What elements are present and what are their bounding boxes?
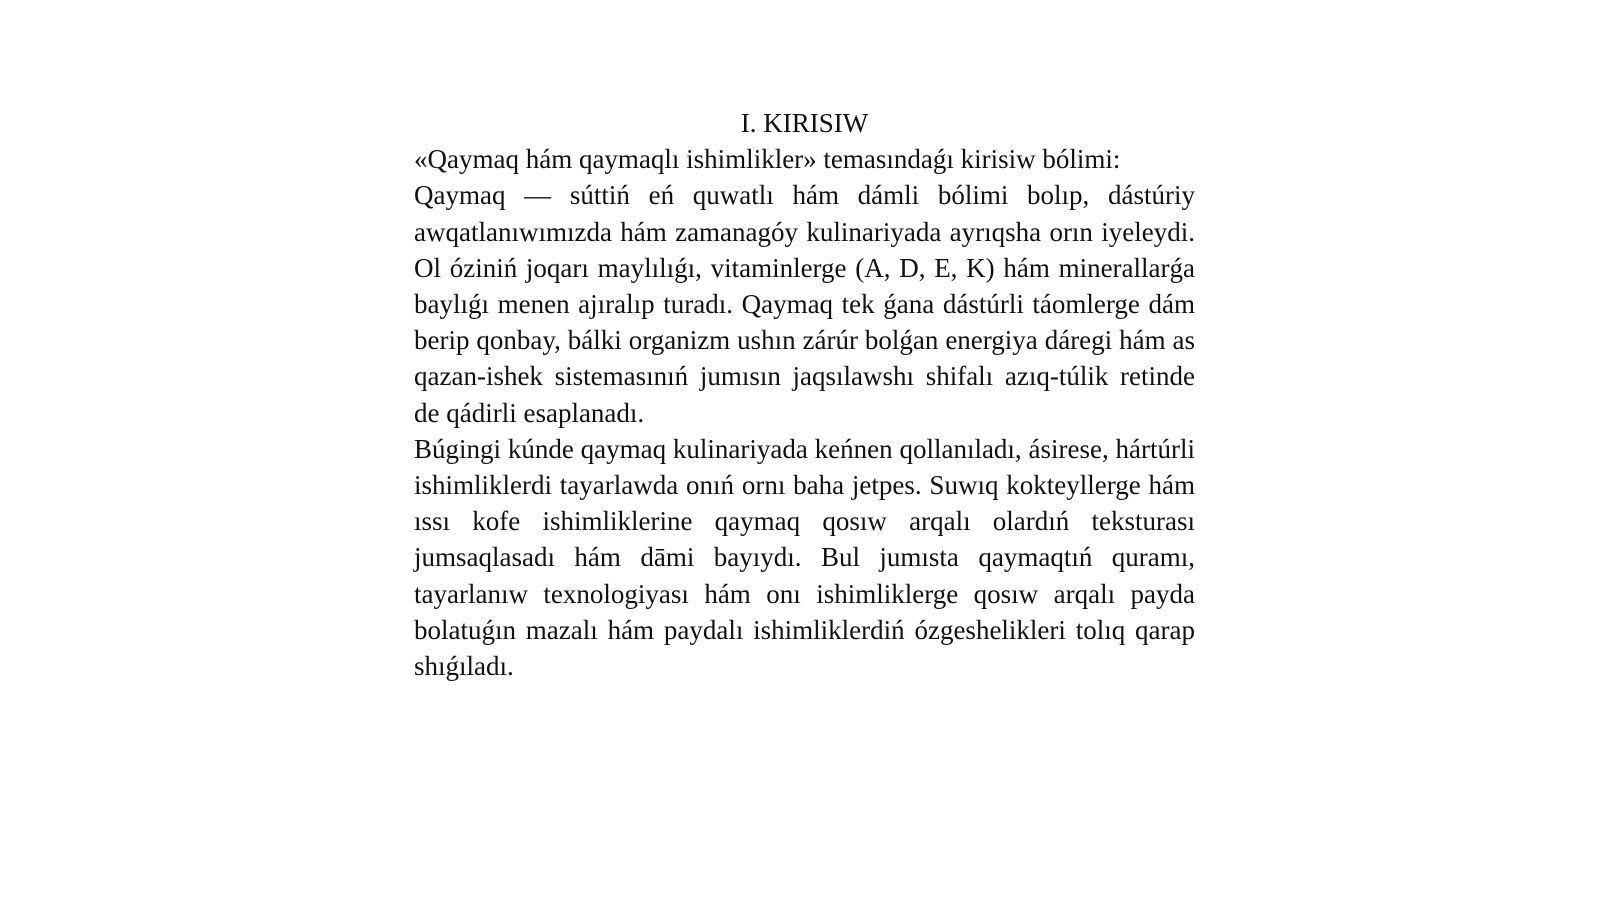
body-paragraph-2: Búgingi kúnde qaymaq kulinariyada keńnen qollanıladı, ásirese, hártúrli ishimliklerdi tayarlawda onıń ornı baha jetpes. Suwıq kokteyllerge hám ıssı kofe ishimliklerine qaymaq qosıw arqalı olardıń teksturası jumsaqlasadı hám dāmi bayıydı. Bul jumısta qaymaqtıń quramı, tayarlanıw texnologiyası hám onı ishimliklerge qosıw arqalı payda bolatuǵın mazalı hám paydalı ishimliklerdiń ózgeshelikleri tolıq qarap shıǵıladı. <box>414 433 1195 682</box>
intro-paragraph: «Qaymaq hám qaymaqlı ishimlikler» temasındaǵı kirisiw bólimi: <box>414 144 1121 175</box>
section-heading: I. KIRISIW <box>740 108 869 138</box>
document-body <box>414 105 1195 684</box>
body-paragraph-1: Qaymaq — súttiń eń quwatlı hám dámli bólimi bolıp, dástúriy awqatlanıwımızda hám zamanagóy kulinariyada ayrıqsha orın iyeleydi. Ol óziniń joqarı maylılıǵı, vitaminlerge (A, D, E, K) hám minerallarǵa baylıǵı menen ajıralıp turadı. Qaymaq tek ǵana dástúrli táomlerge dám berip qonbay, bálki organizm ushın zárúr bolǵan energiya dáregi hám as qazan-ishek sistemasınıń jumısın jaqsılawshı shifalı azıq-túlik retinde de qádirli esaplanadı. <box>414 180 1195 428</box>
